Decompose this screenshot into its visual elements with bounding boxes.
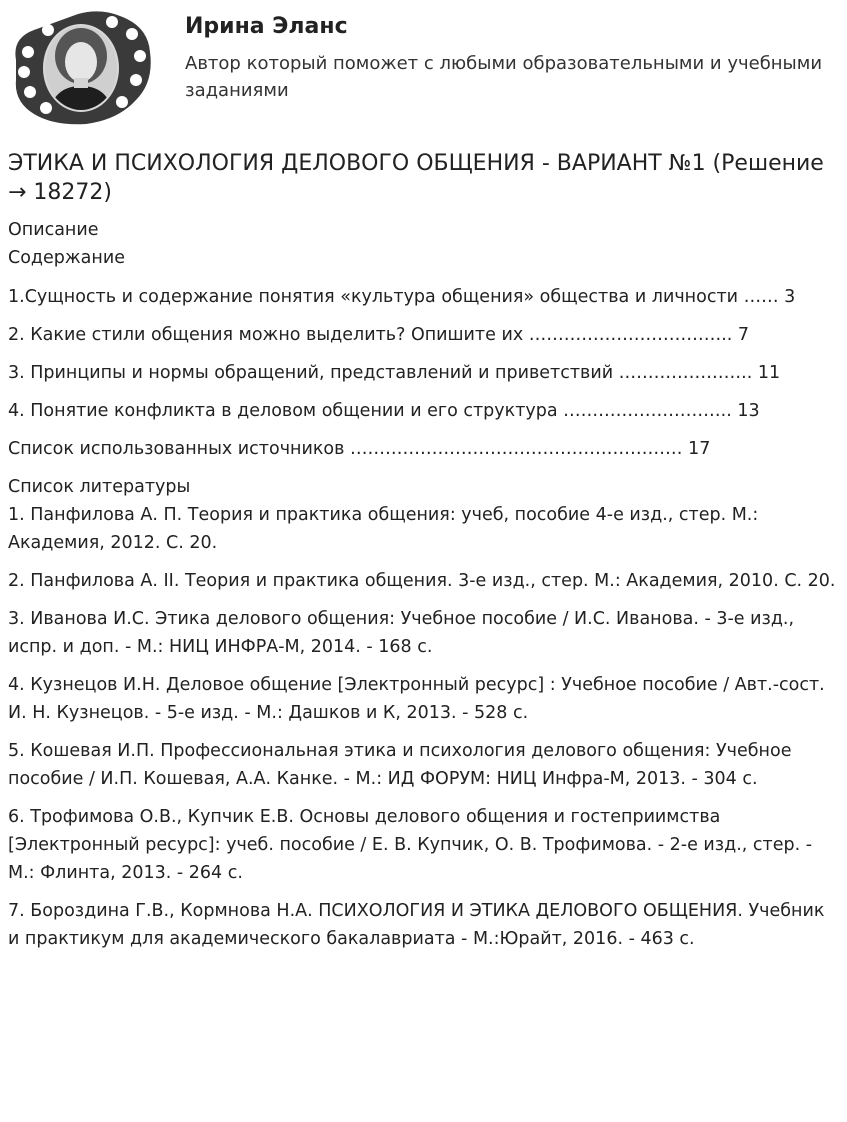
literature-item: 6. Трофимова О.В., Купчик Е.В. Основы делового общения и гостеприимства [Электронный ресурс]: учеб. пособие / Е. В. Купчик, О. В. Трофимова. - 2-е изд., стер. - М.: Флинта, 2013. - 264 с.	[8, 807, 813, 883]
toc-item: Список использованных источников ………………………………………………… 17	[8, 439, 711, 459]
literature-item: 2. Панфилова А. II. Теория и практика общения. 3-е изд., стер. М.: Академия, 2010. С. 20.	[8, 571, 836, 591]
literature-label: Список литературы	[8, 477, 191, 497]
author-avatar	[8, 8, 154, 126]
literature-item: 5. Кошевая И.П. Профессиональная этика и психология делового общения: Учебное пособие / И.П. Кошевая, А.А. Канке. - М.: ИД ФОРУМ: НИЦ Инфра-М, 2013. - 304 с.	[8, 741, 792, 789]
toc-item: 1.Сущность и содержание понятия «культура общения» общества и личности …… 3	[8, 287, 796, 307]
literature-item: 3. Иванова И.С. Этика делового общения: Учебное пособие / И.С. Иванова. - 3-е изд., испр. и доп. - М.: НИЦ ИНФРА-М, 2014. - 168 с.	[8, 609, 795, 657]
contents-label: Содержание	[8, 248, 125, 268]
literature-list	[8, 501, 839, 953]
toc-item: 4. Понятие конфликта в деловом общении и его структура ……………………….. 13	[8, 401, 760, 421]
document-body	[8, 216, 839, 953]
author-name: Ирина Эланс	[185, 14, 348, 39]
author-description: Автор который поможет с любыми образовательными и учебными заданиями	[185, 53, 823, 101]
description-label: Описание	[8, 220, 99, 240]
author-header	[8, 8, 839, 128]
document-title: ЭТИКА И ПСИХОЛОГИЯ ДЕЛОВОГО ОБЩЕНИЯ - ВАРИАНТ №1 (Решение → 18272)	[8, 151, 824, 205]
toc-item: 2. Какие стили общения можно выделить? Опишите их …………………………….. 7	[8, 325, 750, 345]
literature-item: 4. Кузнецов И.Н. Деловое общение [Электронный ресурс] : Учебное пособие / Авт.-сост. И. Н. Кузнецов. - 5-е изд. - М.: Дашков и К, 2013. - 528 с.	[8, 675, 825, 723]
toc-item: 3. Принципы и нормы обращений, представлений и приветствий ………………….. 11	[8, 363, 781, 383]
film-reel-avatar-icon	[8, 8, 154, 126]
table-of-contents	[8, 283, 839, 463]
literature-item: 1. Панфилова А. П. Теория и практика общения: учеб, пособие 4-е изд., стер. М.: Академия, 2012. С. 20.	[8, 505, 759, 553]
literature-item: 7. Бороздина Г.В., Кормнова Н.А. ПСИХОЛОГИЯ И ЭТИКА ДЕЛОВОГО ОБЩЕНИЯ. Учебник и практикум для академического бакалавриата - М.:Юрайт, 2016. - 463 с.	[8, 901, 825, 949]
